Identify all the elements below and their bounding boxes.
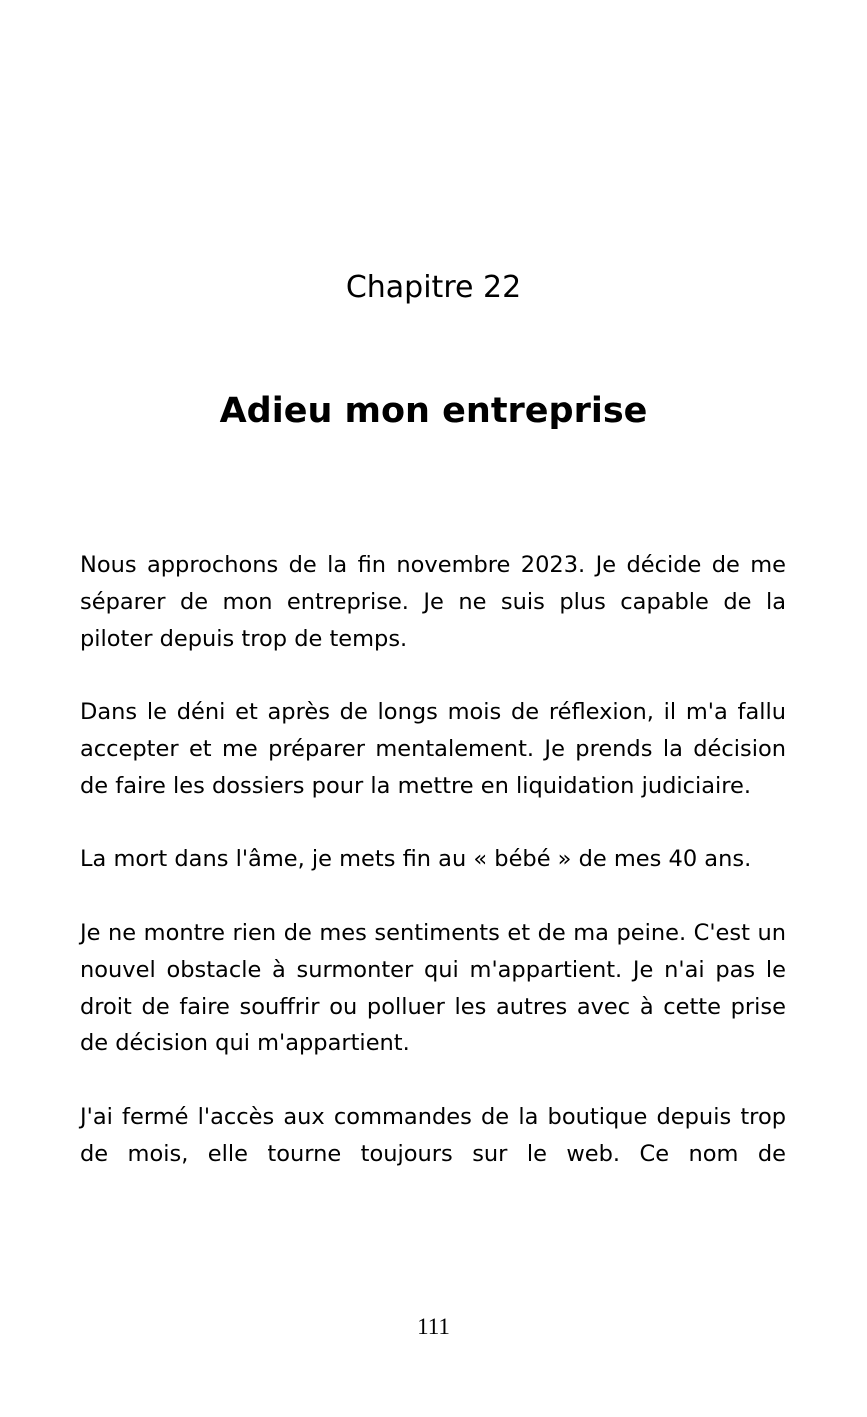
paragraph: Nous approchons de la fin novembre 2023. Je décide de me séparer de mon entreprise. Je ne suis plus capable de la piloter depuis trop de temps. [80,552,786,652]
chapter-title: Adieu mon entreprise [219,391,648,431]
paragraph-continued: J'ai fermé l'accès aux commandes de la boutique depuis trop de mois, elle tourne toujours sur le web. Ce nom de [80,1103,786,1167]
page-number: 111 [417,1314,450,1339]
paragraph: Je ne montre rien de mes sentiments et de ma peine. C'est un nouvel obstacle à surmonter qui m'appartient. Je n'ai pas le droit de faire souffrir ou polluer les autres avec à cette prise de décision qui m'appartient. [80,919,786,1057]
paragraph: La mort dans l'âme, je mets fin au « bébé » de mes 40 ans. [80,846,752,873]
chapter-number: Chapitre 22 [345,270,522,305]
paragraph: Dans le déni et après de longs mois de réflexion, il m'a fallu accepter et me préparer mentalement. Je prends la décision de faire les dossiers pour la mettre en liquidation judiciaire. [80,699,786,799]
chapter-body [80,547,786,1209]
